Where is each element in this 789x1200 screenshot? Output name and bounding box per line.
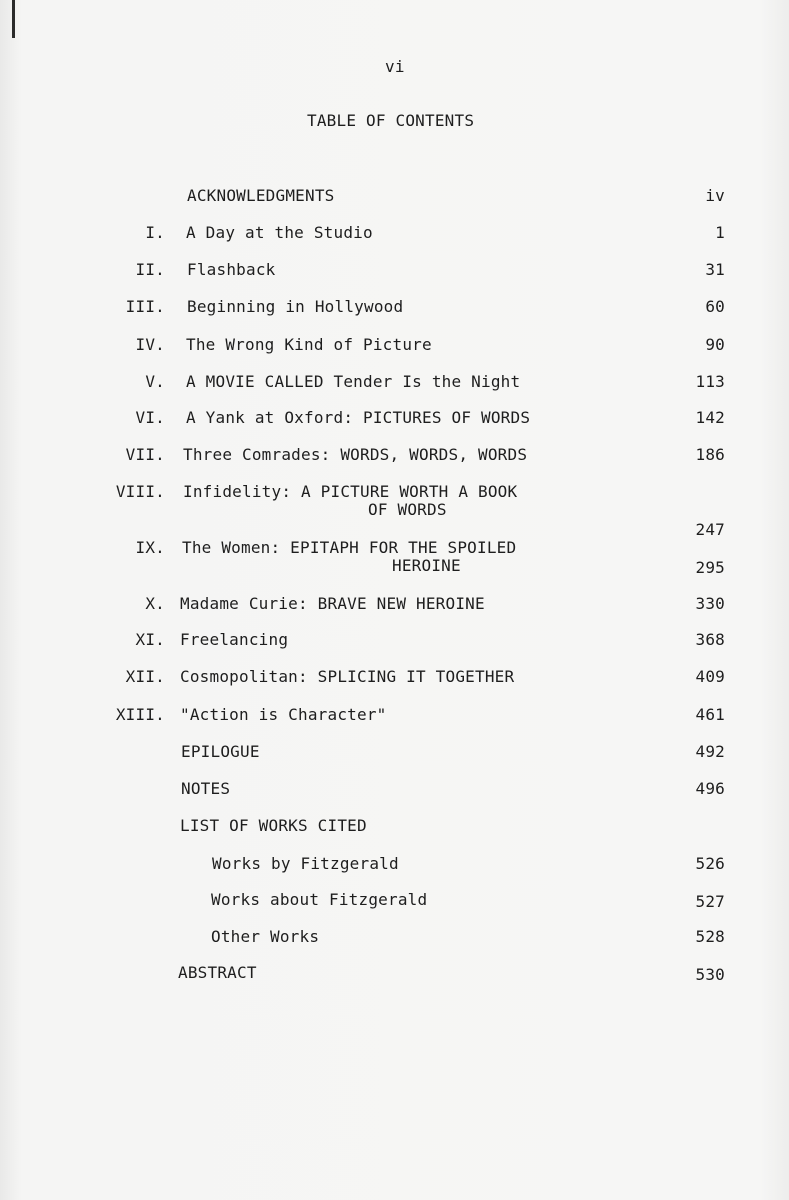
toc-entry-roman: IX.	[135, 538, 165, 557]
toc-entry-page: 295	[695, 558, 725, 577]
toc-entry-roman: II.	[135, 260, 165, 279]
toc-entry-page: iv	[705, 186, 725, 205]
toc-entry-title-continued: OF WORDS	[368, 500, 447, 519]
toc-subentry-title: Works about Fitzgerald	[211, 890, 428, 909]
toc-entry-roman: IV.	[135, 335, 165, 354]
toc-entry-title: NOTES	[181, 779, 231, 798]
toc-entry-title: Cosmopolitan: SPLICING IT TOGETHER	[180, 667, 515, 686]
toc-entry-roman: III.	[125, 297, 165, 316]
toc-entry-title: Three Comrades: WORDS, WORDS, WORDS	[183, 445, 528, 464]
toc-entry-title: EPILOGUE	[181, 742, 260, 761]
toc-subentry-title: Works by Fitzgerald	[212, 854, 399, 873]
toc-entry-page: 530	[695, 965, 725, 984]
toc-entry-page: 31	[705, 260, 725, 279]
toc-entry-title: ACKNOWLEDGMENTS	[187, 186, 335, 205]
toc-entry-roman: X.	[145, 594, 165, 613]
toc-entry-title: The Women: EPITAPH FOR THE SPOILED	[182, 538, 517, 557]
toc-entry-page: 368	[695, 630, 725, 649]
toc-entry-title: A Day at the Studio	[186, 223, 373, 242]
toc-entry-roman: VII.	[125, 445, 165, 464]
toc-entry-page: 528	[695, 927, 725, 946]
toc-entry-title: Beginning in Hollywood	[187, 297, 404, 316]
toc-entry-page: 186	[695, 445, 725, 464]
toc-entry-page: 461	[695, 705, 725, 724]
toc-entry-page: 60	[705, 297, 725, 316]
toc-entry-page: 492	[695, 742, 725, 761]
toc-entry-title: A Yank at Oxford: PICTURES OF WORDS	[186, 408, 531, 427]
toc-entry-roman: XI.	[135, 630, 165, 649]
toc-entry-roman: VIII.	[115, 482, 165, 501]
toc-entry-page: 527	[695, 892, 725, 911]
toc-entry-roman: XIII.	[115, 705, 165, 724]
toc-entry-roman: V.	[145, 372, 165, 391]
toc-entry-title: Infidelity: A PICTURE WORTH A BOOK	[183, 482, 518, 501]
page-edge-mark	[12, 0, 15, 38]
toc-subentry-title: Other Works	[211, 927, 320, 946]
toc-entry-page: 330	[695, 594, 725, 613]
toc-entry-title: The Wrong Kind of Picture	[186, 335, 432, 354]
toc-entry-page: 496	[695, 779, 725, 798]
toc-entry-title: A MOVIE CALLED Tender Is the Night	[186, 372, 521, 391]
toc-entry-page: 247	[695, 520, 725, 539]
toc-entry-page: 90	[705, 335, 725, 354]
toc-entry-page: 1	[715, 223, 725, 242]
toc-entry-title: ABSTRACT	[178, 963, 257, 982]
toc-heading: TABLE OF CONTENTS	[307, 111, 475, 130]
toc-entry-roman: XII.	[125, 667, 165, 686]
toc-entry-title: "Action is Character"	[180, 705, 387, 724]
toc-entry-title-continued: HEROINE	[392, 556, 461, 575]
toc-entry-title: LIST OF WORKS CITED	[180, 816, 367, 835]
toc-entry-page: 526	[695, 854, 725, 873]
toc-entry-page: 142	[695, 408, 725, 427]
toc-entry-title: Madame Curie: BRAVE NEW HEROINE	[180, 594, 485, 613]
toc-entry-roman: I.	[145, 223, 165, 242]
toc-entry-page: 409	[695, 667, 725, 686]
toc-entry-roman: VI.	[135, 408, 165, 427]
page-number: vi	[385, 57, 405, 76]
toc-entry-title: Freelancing	[180, 630, 289, 649]
toc-entry-title: Flashback	[187, 260, 276, 279]
toc-entry-page: 113	[695, 372, 725, 391]
